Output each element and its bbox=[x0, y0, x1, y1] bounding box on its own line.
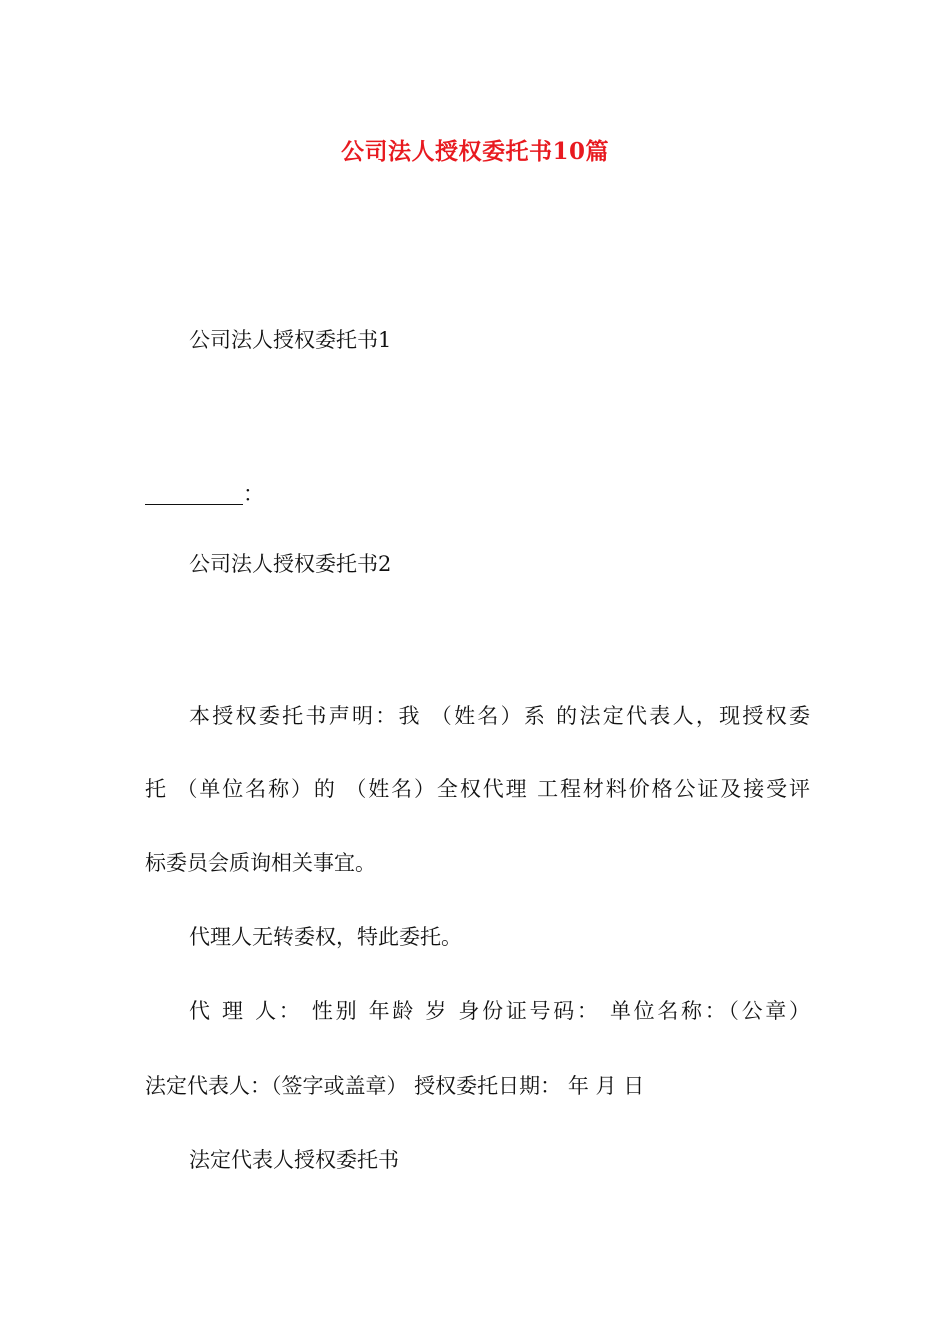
document-title: 公司法人授权委托书10篇 bbox=[340, 138, 609, 165]
section-heading-2: 公司法人授权委托书2 bbox=[189, 552, 392, 576]
no-subdelegation-line: 代理人无转委权，特此委托。 bbox=[189, 925, 462, 949]
declaration-line-1: 本授权委托书声明：我 （姓名）系 的法定代表人，现授权委 bbox=[189, 704, 810, 728]
section-heading-1: 公司法人授权委托书1 bbox=[189, 328, 392, 352]
addressee-colon: ： bbox=[243, 482, 264, 506]
addressee-line bbox=[145, 474, 810, 514]
section-heading-3: 法定代表人授权委托书 bbox=[189, 1148, 399, 1172]
declaration-line-2: 托 （单位名称）的 （姓名）全权代理 工程材料价格公证及接受评 bbox=[145, 777, 810, 801]
legal-rep-fields-line: 法定代表人：（签字或盖章） 授权委托日期： 年 月 日 bbox=[145, 1074, 645, 1098]
declaration-line-3: 标委员会质询相关事宜。 bbox=[145, 851, 376, 875]
addressee-blank bbox=[145, 474, 243, 505]
agent-fields-line: 代 理 人： 性别 年龄 岁 身份证号码： 单位名称：（公章） bbox=[189, 999, 810, 1023]
